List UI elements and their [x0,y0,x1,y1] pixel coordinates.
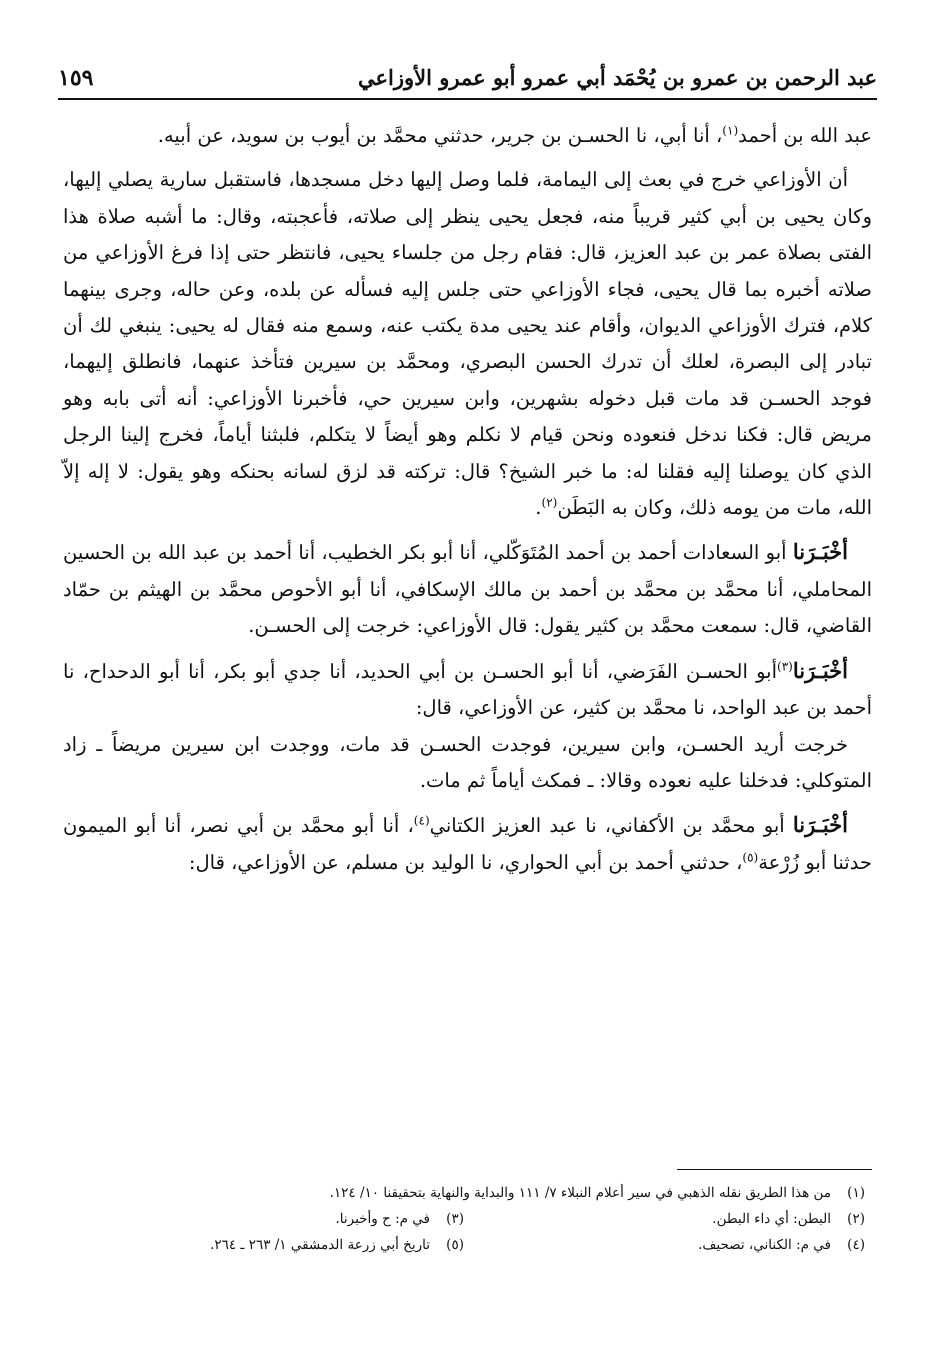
paragraph-5-text: خرجت أريد الحسـن، وابن سيرين، فوجدت الحسـن قد مات، ووجدت ابن سيرين مريضاً ـ زاد المتوكلي: فدخلنا عليه نعوده وقالا: ـ فمكث أياماً ثم مات. [63,732,872,792]
footnote-row-3 [63,1232,865,1258]
footnote-5 [63,1232,464,1258]
footnote-ref-1: (١) [722,123,739,138]
paragraph-2-end: . [535,496,542,520]
footnote-divider [677,1169,872,1170]
paragraph-4 [63,653,872,727]
footnote-text: البطن: أي داء البطن. [712,1211,831,1227]
footnote-mark: (٢) [847,1211,865,1227]
footnote-text: تاريخ أبي زرعة الدمشقي ١/ ٢٦٣ ـ ٢٦٤. [210,1237,430,1253]
running-header [58,50,877,100]
paragraph-6-part-c: ، حدثني أحمد بن أبي الحواري، نا الوليد بن مسلم، عن الأوزاعي، قال: [188,850,743,874]
footnote-mark: (١) [847,1185,865,1201]
footnote-1 [63,1180,865,1206]
paragraph-4-text: أبو الحسـن الفَرَضي، أنا أبو الحسـن بن أبي الحديد، أنا جدي أبو بكر، أنا أبو الدحداح، نا أحمد بن عبد الواحد، نا محمَّد بن كثير، عن الأوزاعي، قال: [63,659,872,720]
paragraph-6 [63,807,872,881]
footnote-ref-3: (٣) [777,659,793,674]
footnote-text: من هذا الطريق نقله الذهبي في سير أعلام النبلاء ٧/ ١١١ والبداية والنهاية بتحقيقنا ١٠/ ١٢٤. [329,1185,831,1201]
paragraph-6-part-b: ، أنا أبو محمَّد بن أبي نصر، أنا أبو الميمون حدثنا أبو زُرْعة [63,814,872,874]
paragraph-1 [63,118,872,154]
footnote-ref-5: (٥) [742,850,759,865]
paragraph-1-part-a: عبد الله بن أحمد [738,124,872,147]
paragraph-5 [63,727,872,800]
paragraph-3-text: أبو السعادات أحمد بن أحمد المُتَوَكّلي، أنا أبو بكر الخطيب، أنا أحمد بن عبد الله بن الحسين المحاملي، أنا محمَّد بن محمَّد بن أحمد بن مالك الإسكافي، أنا أبو الأحوص محمَّد بن الهيثم بن حمّاد القاضي، قال: سمعت محمَّد بن كثير يقول: قال الأوزاعي: خرجت إلى الحسـن. [63,541,872,638]
footnote-text: في م: الكناني، تصحيف. [698,1237,831,1253]
footnote-3 [63,1206,464,1232]
narration-keyword: أخْبَـرَنا [792,657,848,683]
paragraph-2-text: أن الأوزاعي خرج في بعث إلى اليمامة، فلما وصل إليها دخل مسجدها، فاستقبل سارية يصلي إليها، وكان يحيى بن أبي كثير قريباً منه، فجعل يحيى ينظر إلى صلاته، فأعجبته، وقال: ما أشبه صلاة هذا الفتى بصلاة عمر بن عبد العزيز، قال: فقام رجل من جلساء يحيى، فانتظر حتى إذا فرغ الأوزاعي من صلاته أخبره بما قال يحيى، فجاء الأوزاعي حتى جلس إليه فسأله عن بلده، وعن حاله، وجرى بينهما كلام، فترك الأوزاعي الديوان، وأقام عند يحيى مدة يكتب عنه، وسمع منه فقال له يحيى: ينبغي لك أن تبادر إلى البصرة، لعلك أن تدرك الحسن البصري، ومحمَّد بن سيرين فتأخذ عنهما، فانطلق إليهما، فوجد الحسـن قد مات قبل دخوله بشهرين، وابن سيرين حي، فأخبرنا الأوزاعي: أنه أتى بابه وهو مريض قال: فكنا ندخل فنعوده ونحن قيام لا نكلم وهو أيضاً لا يتكلم، فلبثنا أياماً، فخرج إلينا الرجل الذي كان يوصلنا إليه فقلنا له: ما خبر الشيخ؟ قال: تركته قد لزق لسانه بحنكه وهو يقول: لا إله إلاّ الله، مات من يومه ذلك، وكان به البَطَن [63,168,872,520]
main-text [63,118,872,881]
footnote-row-2 [63,1206,865,1232]
footnote-4 [464,1232,865,1258]
footnote-mark: (٣) [446,1211,464,1227]
running-title: عبد الرحمن بن عمرو بن يُحْمَد أبي عمرو أبو عمرو الأوزاعي [357,65,877,90]
narration-keyword: أخْبَـرَنا [792,812,848,838]
footnote-ref-4: (٤) [413,813,430,828]
footnotes [63,1180,865,1258]
paragraph-6-part-a: أبو محمَّد بن الأكفاني، نا عبد العزيز الكتاني [429,814,793,838]
paragraph-2 [63,162,872,526]
footnote-mark: (٥) [446,1237,464,1253]
paragraph-3 [63,534,872,644]
footnote-ref-2: (٢) [541,495,558,510]
page-number: ١٥٩ [58,65,94,91]
footnote-text: في م: ح وأخبرنا. [335,1211,430,1227]
narration-keyword: أخْبَـرَنا [792,539,848,565]
paragraph-1-part-b: ، أنا أبي، نا الحسـن بن جرير، حدثني محمَّد بن أيوب بن سويد، عن أبيه. [157,124,723,147]
footnote-2 [464,1206,865,1232]
footnote-mark: (٤) [847,1237,865,1253]
